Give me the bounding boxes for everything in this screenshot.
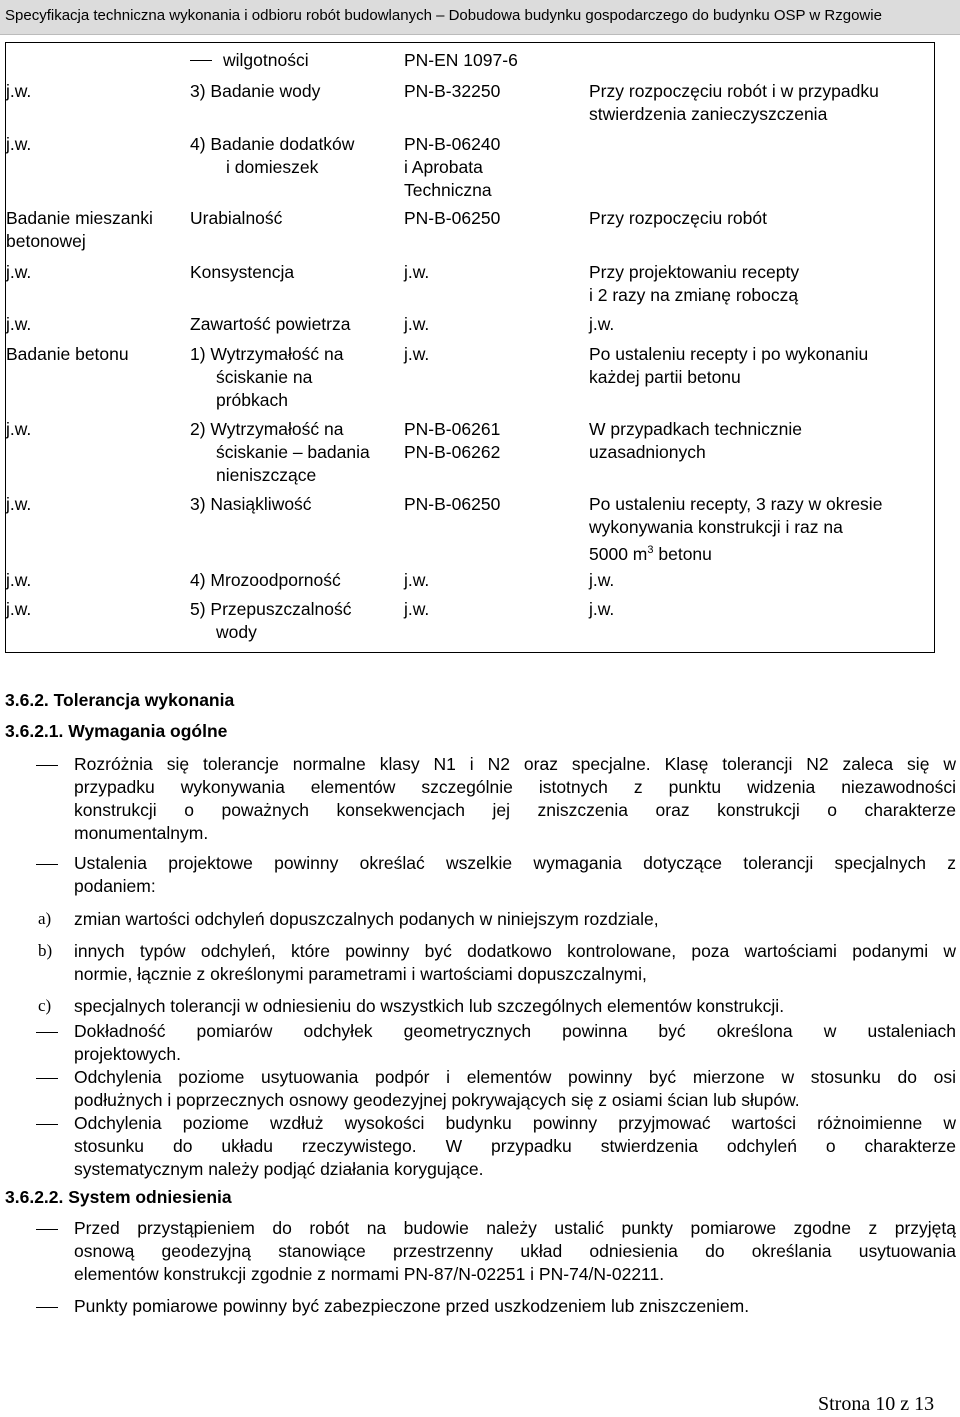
table-cell: Badanie betonu [6,344,129,364]
dash-bullet [190,60,212,61]
paragraph-line: przypadku wykonywania elementów szczególnie istotnych z punktu widzenia niezawodności [74,777,956,797]
document-header [0,0,960,35]
paragraph-line: podaniem: [74,876,156,896]
table-cell: i Aprobata [404,157,483,177]
table-cell: próbkach [216,390,288,410]
table-cell: i 2 razy na zmianę roboczą [589,285,799,305]
section-heading: 3.6.2.2. System odniesienia [5,1187,232,1207]
table-cell: j.w. [6,494,32,514]
table-cell: j.w. [6,81,32,101]
table-cell: Przy rozpoczęciu robót i w przypadku [589,81,879,101]
table-cell: Po ustaleniu recepty, 3 razy w okresie [589,494,883,514]
table-cell: PN-EN 1097-6 [404,50,518,70]
list-item [74,995,956,1018]
table-cell: j.w. [6,419,32,439]
dash-bullet [36,1078,58,1079]
paragraph-line: Ustalenia projektowe powinny określać wszelkie wymagania dotyczące tolerancji specjalnych z [74,853,956,873]
table-cell: nieniszczące [216,465,317,485]
table-cell: betonowej [6,231,86,251]
table-cell: PN-B-32250 [404,81,501,101]
table-cell: j.w. [404,599,430,619]
table-cell: stwierdzenia zanieczyszczenia [589,104,828,124]
paragraph-line: projektowych. [74,1044,181,1064]
paragraph-line: Dokładność pomiarów odchyłek geometrycznych powinna być określona w ustaleniach [74,1021,956,1041]
table-cell: PN-B-06250 [404,494,501,514]
dash-bullet [36,1307,58,1308]
dash-bullet [36,1229,58,1230]
superscript: 3 [647,544,654,556]
table-cell: j.w. [589,314,615,334]
table-cell: PN-B-06250 [404,208,501,228]
table-cell: 4) Badanie dodatków [190,134,355,154]
list-marker: c) [38,996,52,1015]
table-cell: wody [216,622,257,642]
table-cell: 2) Wytrzymałość na [190,419,344,439]
paragraph-line: stosunku do układu rzeczywistego. W przypadku stwierdzenia odchyleń o charakterze [74,1136,956,1156]
table-cell: j.w. [589,570,615,590]
table-cell: wykonywania konstrukcji i raz na [589,517,843,537]
table-cell: wilgotności [223,50,309,70]
table-cell: j.w. [6,570,32,590]
table-cell [589,539,712,566]
section-heading: 3.6.2.1. Wymagania ogólne [5,721,228,741]
table-cell: Urabialność [190,208,283,228]
table-cell: uzasadnionych [589,442,706,462]
table-cell: 3) Nasiąkliwość [190,494,312,514]
table-cell: 4) Mrozoodporność [190,570,341,590]
list-item [74,908,956,931]
table-cell: PN-B-06240 [404,134,501,154]
paragraph-line: Punkty pomiarowe powinny być zabezpieczone przed uszkodzeniem lub zniszczeniem. [74,1296,750,1316]
table-cell: PN-B-06262 [404,442,501,462]
paragraph [74,1020,956,1066]
paragraph-line: Odchylenia poziome usytuowania podpór i elementów powinny być mierzone w stosunku do osi [74,1067,956,1087]
table-cell: Po ustaleniu recepty i po wykonaniu [589,344,869,364]
table-cell: j.w. [404,570,430,590]
table-cell: Przy rozpoczęciu robót [589,208,767,228]
table-cell: 3) Badanie wody [190,81,321,101]
list-item [74,940,956,986]
list-marker: b) [38,941,53,960]
paragraph-line: podłużnych i poprzecznych osnowy geodezyjnej pokrywających się z osiami ścian lub słupów. [74,1090,800,1110]
dash-bullet [36,1032,58,1033]
paragraph-line: systematycznym należy podjąć działania korygujące. [74,1159,484,1179]
section-heading: 3.6.2. Tolerancja wykonania [5,690,235,710]
list-marker: a) [38,909,52,928]
page-number: Strona 10 z 13 [818,1393,935,1415]
paragraph [74,1295,956,1318]
paragraph-line: zmian wartości odchyleń dopuszczalnych podanych w niniejszym rozdziale, [74,909,659,929]
table-cell: PN-B-06261 [404,419,501,439]
paragraph-line: konstrukcji o poważnych konsekwencjach jej zniszczenia oraz konstrukcji o charakterze [74,800,956,820]
document-title: Specyfikacja techniczna wykonania i odbioru robót budowlanych – Dobudowa budynku gospodarczego do budynku OSP w Rzgowie [5,7,882,24]
volume-value: 5000 m [589,544,648,564]
table-cell: j.w. [6,262,32,282]
dash-bullet [36,765,58,766]
table-cell: Badanie mieszanki [6,208,153,228]
paragraph-line: specjalnych tolerancji w odniesieniu do wszystkich lub szczególnych elementów konstrukcji. [74,996,785,1016]
table-cell: j.w. [404,262,430,282]
dash-bullet [36,1124,58,1125]
table-cell: j.w. [404,344,430,364]
table-cell: Techniczna [404,180,492,200]
paragraph [74,1066,956,1112]
paragraph [74,753,956,845]
paragraph-line: monumentalnym. [74,823,209,843]
paragraph-line: osnową geodezyjną stanowiące przestrzenny układ odniesienia do określania usytuowania [74,1241,956,1261]
table-cell: Zawartość powietrza [190,314,351,334]
paragraph-line: normie, łącznie z określonymi parametrami i wartościami dopuszczalnymi, [74,964,647,984]
paragraph [74,1112,956,1181]
paragraph [74,1217,956,1286]
paragraph-line: Odchylenia poziome wzdłuż wysokości budynku powinny przyjmować wartości różnoimienne w [74,1113,956,1133]
table-cell: ściskanie na [216,367,313,387]
table-cell: j.w. [589,599,615,619]
table-cell: i domieszek [226,157,319,177]
table-cell: Przy projektowaniu recepty [589,262,800,282]
table-cell: każdej partii betonu [589,367,741,387]
dash-bullet [36,864,58,865]
paragraph-line: innych typów odchyleń, które powinny być dodatkowo kontrolowane, poza wartościami podanymi w [74,941,956,961]
table-cell: j.w. [6,599,32,619]
table-cell: ściskanie – badania [216,442,370,462]
table-cell: W przypadkach technicznie [589,419,803,439]
table-cell: 1) Wytrzymałość na [190,344,344,364]
table-cell: 5) Przepuszczalność [190,599,352,619]
paragraph [74,852,956,898]
paragraph-line: Rozróżnia się tolerancje normalne klasy N1 i N2 oraz specjalne. Klasę tolerancji N2 zaleca się w [74,754,956,774]
table-cell: j.w. [404,314,430,334]
table-cell: j.w. [6,134,32,154]
paragraph-line: Przed przystąpieniem do robót na budowie należy ustalić punkty pomiarowe zgodne z przyjętą [74,1218,956,1238]
table-cell: j.w. [6,314,32,334]
table-cell: Konsystencja [190,262,295,282]
paragraph-line: elementów konstrukcji zgodnie z normami PN-87/N-02251 i PN-74/N-02211. [74,1264,665,1284]
volume-unit: betonu [653,544,712,564]
